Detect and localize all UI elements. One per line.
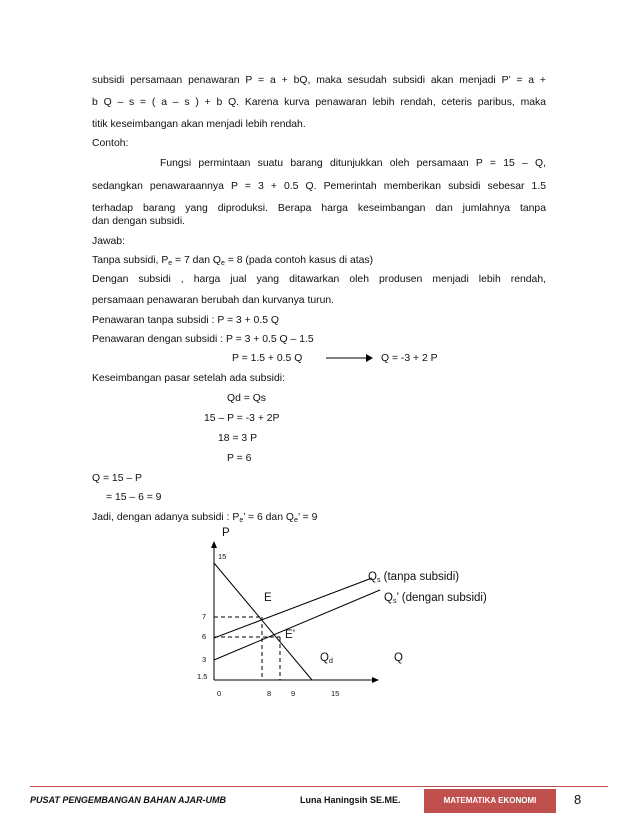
x-tick-label: 15	[331, 689, 340, 698]
supply-equation: P = 1.5 + 0.5 Q	[232, 353, 303, 364]
text: Q	[320, 652, 329, 664]
quantity-line: = 15 – 6 = 9	[106, 492, 162, 503]
quantity-line: Q = 15 – P	[92, 473, 142, 484]
paragraph-line: titik keseimbangan akan menjadi lebih rendah.	[92, 119, 306, 130]
x-axis-label: Q	[394, 652, 403, 664]
y-tick-label: 3	[202, 655, 207, 664]
footer-publisher: PUSAT PENGEMBANGAN BAHAN AJAR-UMB	[30, 795, 227, 805]
supply-no-subsidy: Penawaran tanpa subsidi : P = 3 + 0.5 Q	[92, 315, 279, 326]
subscript: e	[293, 517, 298, 524]
text: Q	[384, 592, 393, 604]
subscript: d	[328, 658, 333, 665]
paragraph-line: Fungsi permintaan suatu barang ditunjukkan oleh persamaan P = 15 – Q,	[160, 158, 546, 169]
equilibrium-heading: Keseimbangan pasar setelah ada subsidi:	[92, 373, 285, 384]
text: Tanpa subsidi, P	[92, 255, 169, 266]
supply-with-subsidy: Penawaran dengan subsidi : P = 3 + 0.5 Q – 1.5	[92, 334, 314, 345]
x-axis-arrow	[372, 677, 379, 683]
step-line: 18 = 3 P	[218, 433, 257, 444]
y-tick-label: 6	[202, 632, 207, 641]
text: Jadi, dengan adanya subsidi : P	[92, 512, 240, 523]
x-tick-label: 9	[291, 689, 296, 698]
y-tick-label: 1.5	[197, 672, 208, 681]
paragraph-line: dan dengan subsidi.	[92, 216, 186, 227]
subscript: e	[239, 517, 244, 524]
subscript: s	[392, 598, 397, 605]
supply-curve-with-subsidy	[214, 590, 380, 660]
paragraph-line: terhadap barang yang diproduksi. Berapa harga keseimbangan dan jumlahnya tanpa	[92, 203, 546, 214]
footer-author: Luna Haningsih SE.ME.	[300, 795, 401, 805]
step-line: 15 – P = -3 + 2P	[204, 413, 280, 424]
x-tick-label: 0	[217, 689, 222, 698]
y-axis-arrow	[211, 541, 217, 548]
footer-subject: MATEMATIKA EKONOMI	[443, 796, 537, 805]
equilibrium-point-label: E	[264, 592, 272, 604]
step-line: Qd = Qs	[227, 393, 266, 404]
y-tick-label: 15	[218, 552, 227, 561]
paragraph-line: persamaan penawaran berubah dan kurvanya turun.	[92, 295, 335, 306]
demand-curve-label	[320, 651, 333, 665]
text: ’ = 6 dan Q	[243, 512, 294, 523]
supply-with-subsidy-label	[384, 591, 487, 605]
supply-inverse-equation: Q = -3 + 2 P	[381, 353, 438, 364]
paragraph-line: sedangkan penawaraannya P = 3 + 0.5 Q. Pemerintah memberikan subsidi sebesar 1.5	[92, 181, 546, 192]
text: ’ = 9	[297, 512, 318, 523]
paragraph-line: Dengan subsidi , harga jual yang ditawarkan oleh produsen menjadi lebih rendah,	[92, 274, 546, 285]
page-number: 8	[574, 792, 582, 807]
subscript: s	[376, 577, 381, 584]
supply-no-subsidy-label	[368, 570, 459, 584]
subscript: e	[168, 260, 173, 267]
subscript: e	[220, 260, 225, 267]
text: ’ (dengan subsidi)	[396, 592, 487, 604]
text: = 8 (pada contoh kasus di atas)	[224, 255, 374, 266]
y-axis-label: P	[222, 527, 230, 539]
footer-subject-box	[424, 789, 556, 813]
answer-heading: Jawab:	[92, 236, 125, 247]
equilibrium-point-subsidy-label: E’	[285, 629, 296, 641]
y-tick-label: 7	[202, 612, 207, 621]
example-heading: Contoh:	[92, 138, 129, 149]
text: = 7 dan Q	[172, 255, 221, 266]
step-line: P = 6	[227, 453, 252, 464]
text: Q	[368, 571, 377, 583]
x-tick-label: 8	[267, 689, 272, 698]
demand-curve	[214, 563, 312, 680]
text: (tanpa subsidi)	[380, 571, 460, 583]
paragraph-line: subsidi persamaan penawaran P = a + bQ, maka sesudah subsidi akan menjadi P’ = a +	[92, 75, 546, 86]
footer-divider	[30, 786, 608, 787]
paragraph-line: b Q – s = ( a – s ) + b Q. Karena kurva penawaran lebih rendah, ceteris paribus, maka	[92, 97, 546, 108]
